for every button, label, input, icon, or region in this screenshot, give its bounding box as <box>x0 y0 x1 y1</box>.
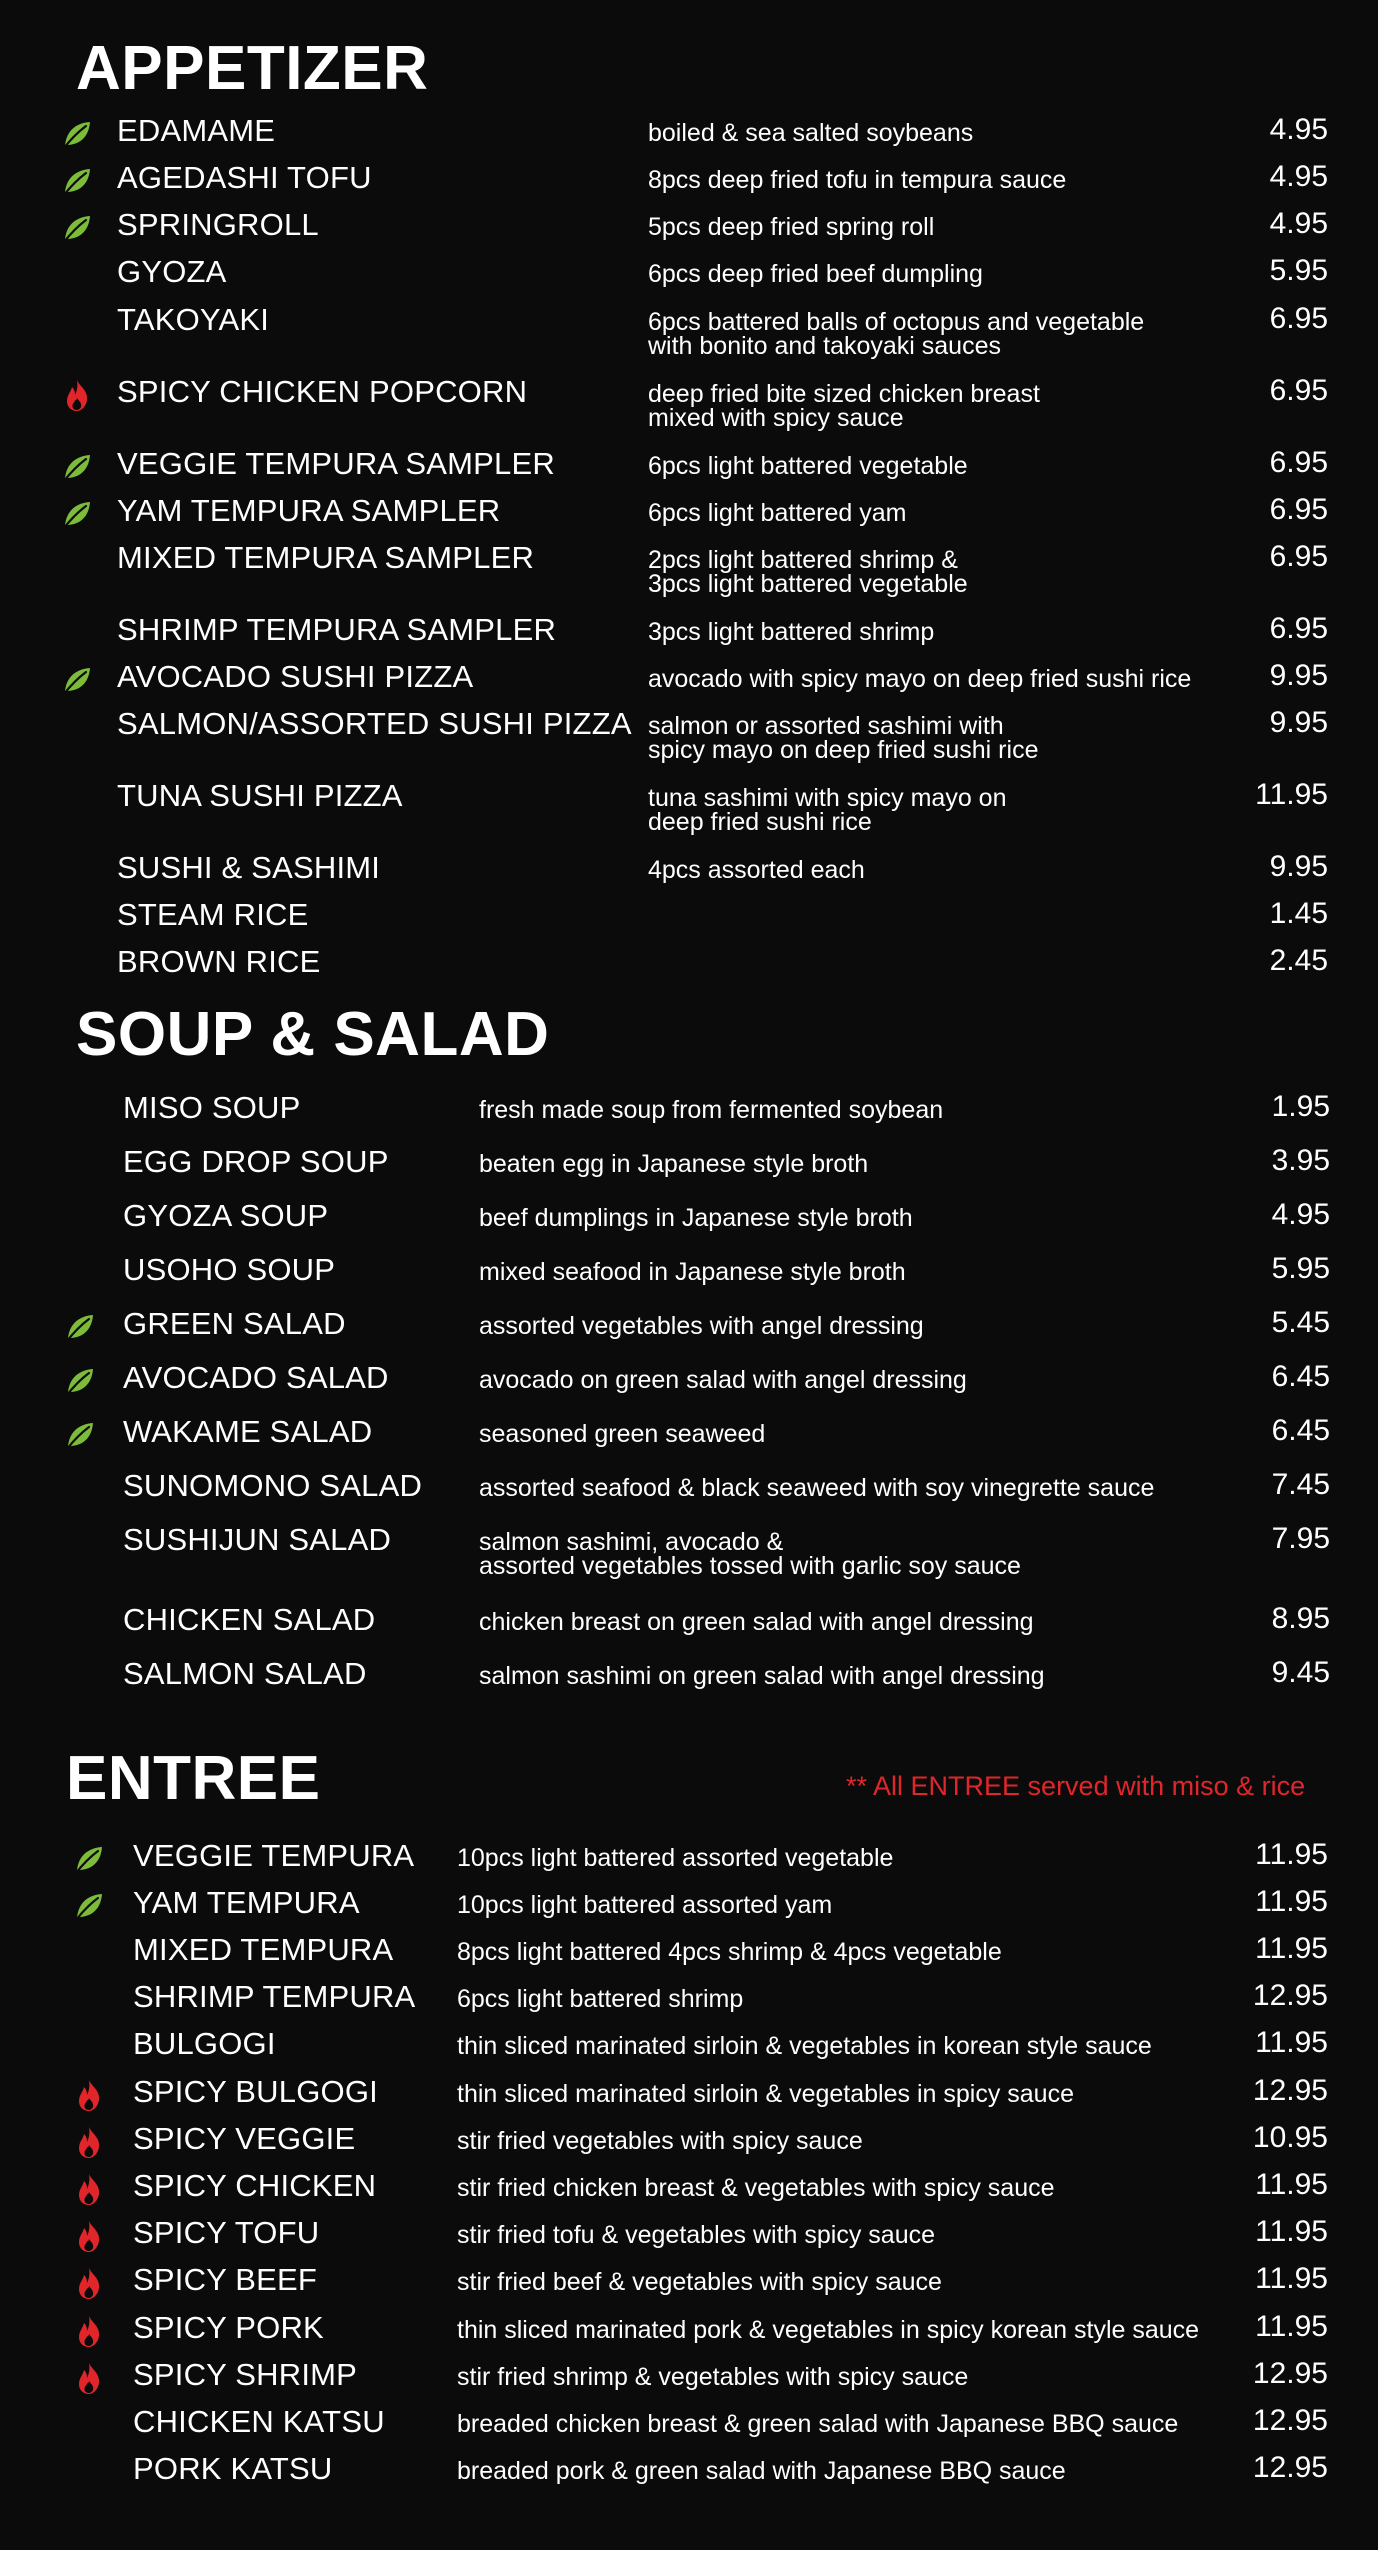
section-title-soup-salad: SOUP & SALAD <box>76 1000 550 1069</box>
item-description: salmon sashimi, avocado & assorted vegetables tossed with garlic soy sauce <box>479 1528 1021 1580</box>
item-price: 6.45 <box>1271 1414 1330 1447</box>
item-name: SPICY VEGGIE <box>133 2121 356 2156</box>
item-description: beef dumplings in Japanese style broth <box>479 1204 913 1232</box>
item-description: tuna sashimi with spicy mayo on deep fried sushi rice <box>648 784 1007 836</box>
item-name: STEAM RICE <box>117 897 309 932</box>
item-description: stir fried chicken breast & vegetables with spicy sauce <box>457 2174 1055 2202</box>
item-name: BROWN RICE <box>117 944 321 979</box>
item-price: 6.45 <box>1271 1360 1330 1393</box>
item-price: 6.95 <box>1269 540 1328 573</box>
flame-icon <box>72 2361 106 2395</box>
item-name: SALMON/ASSORTED SUSHI PIZZA <box>117 706 632 741</box>
item-name: YAM TEMPURA <box>133 1885 360 1920</box>
item-description: thin sliced marinated sirloin & vegetables in spicy sauce <box>457 2080 1074 2108</box>
item-name: SUSHIJUN SALAD <box>123 1522 392 1557</box>
item-price: 11.95 <box>1255 778 1328 811</box>
item-description: 8pcs light battered 4pcs shrimp & 4pcs vegetable <box>457 1938 1002 1966</box>
item-name: SHRIMP TEMPURA <box>133 1979 416 2014</box>
item-description: chicken breast on green salad with angel dressing <box>479 1608 1034 1636</box>
leaf-icon <box>63 1364 97 1398</box>
flame-icon <box>72 2219 106 2253</box>
item-price: 11.95 <box>1255 1932 1328 1965</box>
item-name: EDAMAME <box>117 113 276 148</box>
item-name: VEGGIE TEMPURA SAMPLER <box>117 446 555 481</box>
item-description: seasoned green seaweed <box>479 1420 766 1448</box>
flame-icon <box>72 2266 106 2300</box>
item-price: 6.95 <box>1269 493 1328 526</box>
item-price: 6.95 <box>1269 302 1328 335</box>
item-name: SPICY SHRIMP <box>133 2357 358 2392</box>
item-price: 12.95 <box>1252 2074 1328 2107</box>
item-description: 6pcs light battered shrimp <box>457 1985 744 2013</box>
leaf-icon <box>63 1418 97 1452</box>
leaf-icon <box>60 117 94 151</box>
item-name: TAKOYAKI <box>117 302 270 337</box>
item-price: 12.95 <box>1252 2451 1328 2484</box>
item-price: 9.95 <box>1269 850 1328 883</box>
item-name: SPICY TOFU <box>133 2215 320 2250</box>
item-price: 5.95 <box>1271 1252 1330 1285</box>
item-name: VEGGIE TEMPURA <box>133 1838 415 1873</box>
item-description: assorted vegetables with angel dressing <box>479 1312 924 1340</box>
item-price: 11.95 <box>1255 2215 1328 2248</box>
item-description: breaded chicken breast & green salad with Japanese BBQ sauce <box>457 2410 1179 2438</box>
item-price: 6.95 <box>1269 374 1328 407</box>
item-price: 5.45 <box>1271 1306 1330 1339</box>
item-name: GYOZA <box>117 254 227 289</box>
item-price: 11.95 <box>1255 2168 1328 2201</box>
item-description: avocado with spicy mayo on deep fried sushi rice <box>648 665 1192 693</box>
item-price: 11.95 <box>1255 1885 1328 1918</box>
item-description: stir fried beef & vegetables with spicy sauce <box>457 2268 942 2296</box>
item-price: 3.95 <box>1271 1144 1330 1177</box>
item-description: boiled & sea salted soybeans <box>648 119 974 147</box>
flame-icon <box>60 378 94 412</box>
item-description: 6pcs light battered yam <box>648 499 907 527</box>
item-name: AVOCADO SUSHI PIZZA <box>117 659 474 694</box>
item-price: 12.95 <box>1252 2357 1328 2390</box>
leaf-icon <box>60 211 94 245</box>
item-description: 2pcs light battered shrimp & 3pcs light battered vegetable <box>648 546 968 598</box>
section-title-entree: ENTREE <box>66 1744 321 1813</box>
item-name: GREEN SALAD <box>123 1306 346 1341</box>
item-name: AVOCADO SALAD <box>123 1360 389 1395</box>
item-name: MISO SOUP <box>123 1090 301 1125</box>
item-description: fresh made soup from fermented soybean <box>479 1096 944 1124</box>
item-description: mixed seafood in Japanese style broth <box>479 1258 906 1286</box>
item-description: 4pcs assorted each <box>648 856 865 884</box>
item-price: 6.95 <box>1269 612 1328 645</box>
item-price: 11.95 <box>1255 2026 1328 2059</box>
item-name: SPICY PORK <box>133 2310 324 2345</box>
item-price: 9.95 <box>1269 706 1328 739</box>
item-description: 10pcs light battered assorted yam <box>457 1891 833 1919</box>
item-name: USOHO SOUP <box>123 1252 336 1287</box>
item-name: YAM TEMPURA SAMPLER <box>117 493 501 528</box>
item-description: avocado on green salad with angel dressing <box>479 1366 967 1394</box>
item-description: thin sliced marinated sirloin & vegetables in korean style sauce <box>457 2032 1152 2060</box>
item-price: 11.95 <box>1255 2262 1328 2295</box>
leaf-icon <box>72 1842 106 1876</box>
flame-icon <box>72 2172 106 2206</box>
item-price: 10.95 <box>1252 2121 1328 2154</box>
item-price: 1.45 <box>1269 897 1328 930</box>
item-name: WAKAME SALAD <box>123 1414 373 1449</box>
item-description: stir fried shrimp & vegetables with spicy sauce <box>457 2363 969 2391</box>
item-name: SALMON SALAD <box>123 1656 367 1691</box>
item-name: SHRIMP TEMPURA SAMPLER <box>117 612 557 647</box>
flame-icon <box>72 2078 106 2112</box>
item-name: GYOZA SOUP <box>123 1198 329 1233</box>
item-description: assorted seafood & black seaweed with soy vinegrette sauce <box>479 1474 1155 1502</box>
item-name: SPICY BULGOGI <box>133 2074 378 2109</box>
leaf-icon <box>60 497 94 531</box>
item-description: stir fried vegetables with spicy sauce <box>457 2127 863 2155</box>
item-price: 9.45 <box>1271 1656 1330 1689</box>
item-name: SUSHI & SASHIMI <box>117 850 381 885</box>
item-description: 5pcs deep fried spring roll <box>648 213 935 241</box>
item-price: 5.95 <box>1269 254 1328 287</box>
item-description: 3pcs light battered shrimp <box>648 618 935 646</box>
item-name: SPICY BEEF <box>133 2262 318 2297</box>
item-description: 6pcs light battered vegetable <box>648 452 968 480</box>
item-price: 1.95 <box>1271 1090 1330 1123</box>
item-price: 11.95 <box>1255 1838 1328 1871</box>
leaf-icon <box>63 1310 97 1344</box>
item-description: 6pcs deep fried beef dumpling <box>648 260 983 288</box>
item-name: EGG DROP SOUP <box>123 1144 389 1179</box>
item-name: AGEDASHI TOFU <box>117 160 372 195</box>
item-price: 8.95 <box>1271 1602 1330 1635</box>
item-name: SUNOMONO SALAD <box>123 1468 423 1503</box>
entree-note: ** All ENTREE served with miso & rice <box>846 1771 1306 1801</box>
item-name: PORK KATSU <box>133 2451 333 2486</box>
item-description: stir fried tofu & vegetables with spicy sauce <box>457 2221 936 2249</box>
item-name: MIXED TEMPURA SAMPLER <box>117 540 535 575</box>
item-name: SPICY CHICKEN <box>133 2168 377 2203</box>
item-price: 6.95 <box>1269 446 1328 479</box>
leaf-icon <box>60 663 94 697</box>
item-description: 8pcs deep fried tofu in tempura sauce <box>648 166 1067 194</box>
item-price: 11.95 <box>1255 2310 1328 2343</box>
leaf-icon <box>72 1889 106 1923</box>
flame-icon <box>72 2314 106 2348</box>
item-price: 12.95 <box>1252 2404 1328 2437</box>
item-name: SPRINGROLL <box>117 207 319 242</box>
item-name: CHICKEN KATSU <box>133 2404 385 2439</box>
item-price: 7.45 <box>1271 1468 1330 1501</box>
leaf-icon <box>60 450 94 484</box>
item-name: MIXED TEMPURA <box>133 1932 394 1967</box>
item-description: 6pcs battered balls of octopus and vegetable with bonito and takoyaki sauces <box>648 308 1145 360</box>
item-price: 9.95 <box>1269 659 1328 692</box>
item-name: SPICY CHICKEN POPCORN <box>117 374 528 409</box>
item-price: 7.95 <box>1271 1522 1330 1555</box>
item-name: CHICKEN SALAD <box>123 1602 376 1637</box>
item-name: TUNA SUSHI PIZZA <box>117 778 403 813</box>
item-price: 4.95 <box>1271 1198 1330 1231</box>
item-description: beaten egg in Japanese style broth <box>479 1150 869 1178</box>
section-title-appetizer: APPETIZER <box>76 34 429 103</box>
item-description: salmon or assorted sashimi with spicy mayo on deep fried sushi rice <box>648 712 1039 764</box>
item-name: BULGOGI <box>133 2026 276 2061</box>
item-price: 12.95 <box>1252 1979 1328 2012</box>
item-price: 2.45 <box>1269 944 1328 977</box>
item-description: breaded pork & green salad with Japanese BBQ sauce <box>457 2457 1066 2485</box>
item-price: 4.95 <box>1269 160 1328 193</box>
item-description: salmon sashimi on green salad with angel dressing <box>479 1662 1045 1690</box>
item-price: 4.95 <box>1269 207 1328 240</box>
item-description: 10pcs light battered assorted vegetable <box>457 1844 894 1872</box>
leaf-icon <box>60 164 94 198</box>
item-price: 4.95 <box>1269 113 1328 146</box>
item-description: thin sliced marinated pork & vegetables in spicy korean style sauce <box>457 2316 1200 2344</box>
flame-icon <box>72 2125 106 2159</box>
item-description: deep fried bite sized chicken breast mixed with spicy sauce <box>648 380 1040 432</box>
